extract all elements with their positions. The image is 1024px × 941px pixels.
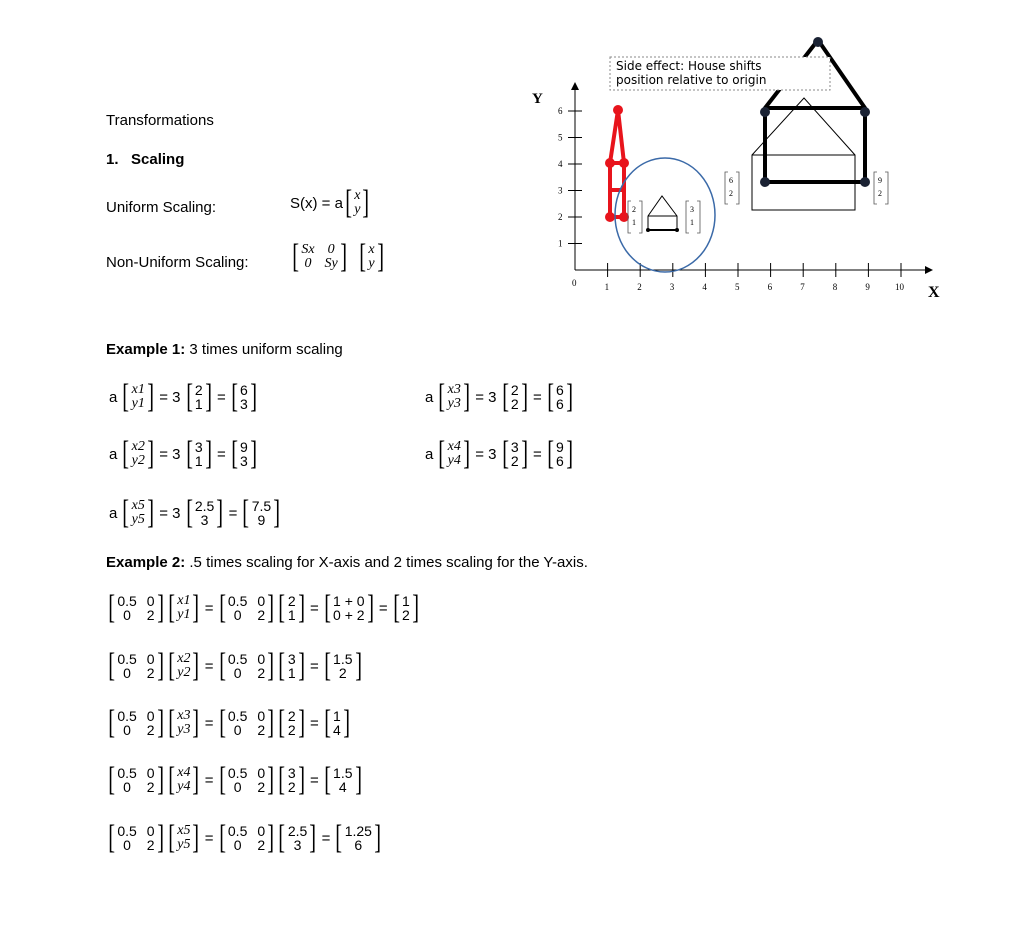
vector-top: x1 <box>177 593 191 608</box>
vector-bottom: y5 <box>177 837 191 852</box>
matrix-0b: 0 <box>304 256 312 271</box>
vector-bottom: y4 <box>447 453 461 468</box>
equals-sign: = <box>204 829 214 847</box>
vector-top: 2 <box>510 382 519 398</box>
x-tick-label: 6 <box>767 282 773 292</box>
vector-bottom: y1 <box>131 396 145 411</box>
vector-bottom: 3 <box>200 512 209 528</box>
original-point <box>675 228 679 232</box>
x-tick-label: 5 <box>735 282 740 292</box>
x-tick-label: 1 <box>604 282 610 292</box>
matrix-cell: 0.5 <box>117 765 137 781</box>
x-tick-label: 8 <box>832 282 838 292</box>
matrix-cell: 0.5 <box>117 708 137 724</box>
vector-top: 2 <box>287 593 296 609</box>
example2-eq-2 <box>106 649 364 683</box>
vector-bottom: y1 <box>177 607 191 622</box>
vector-bottom: 4 <box>338 779 347 795</box>
matrix-cell: 0 <box>123 837 131 853</box>
matrix-cell: 0.5 <box>117 651 137 667</box>
vector-bottom: 4 <box>333 722 341 738</box>
matrix-cell: 2 <box>146 607 155 623</box>
y-tick-label: 6 <box>558 106 563 116</box>
scaling-matrix: [ 0.5 0 0 2 ] <box>108 647 164 684</box>
result-vector: [ 1 2 ] <box>392 589 419 626</box>
x-tick-label: 4 <box>702 282 707 292</box>
x-tick-label: 3 <box>669 282 675 292</box>
vector-top: 7.5 <box>251 498 272 514</box>
x-tick-label: 10 <box>895 282 904 292</box>
point-vector: [ x2 y2 ] <box>168 647 200 684</box>
vector-top: 3 <box>194 439 203 455</box>
scalar-a: a <box>109 504 118 522</box>
original-point-vector: [ 2 2 ] <box>501 378 528 415</box>
original-point-vector: [ 2 2 ] <box>278 704 305 741</box>
original-point-vector: [ 2.5 3 ] <box>185 494 224 531</box>
vector-top: 2 <box>287 708 296 724</box>
vector-top: x5 <box>177 823 191 838</box>
original-point-vector: [ 3 2 ] <box>278 761 305 798</box>
vector-top: 3 <box>287 765 296 781</box>
section-number: 1. <box>106 151 119 168</box>
matrix-cell: 0 <box>233 607 242 623</box>
vector-top: x1 <box>131 382 145 397</box>
uniform-lhs: S(x) = a <box>290 194 343 212</box>
example1-eq-1 <box>106 380 259 414</box>
vector-top: x4 <box>177 765 191 780</box>
red-point <box>619 158 629 168</box>
vector-bottom: 1 <box>287 665 296 681</box>
example1-eq-3 <box>422 380 575 414</box>
equals-sign: = <box>204 714 214 732</box>
example1-eq-2 <box>106 437 259 471</box>
example2-heading <box>106 554 588 571</box>
figure-vector-label <box>686 201 700 233</box>
vector-bottom: 1 <box>194 396 203 412</box>
vec-y: y <box>354 202 361 217</box>
result-vector: [ 1 4 ] <box>323 704 350 741</box>
figure-vector-value: 9 <box>878 176 882 185</box>
nonuniform-vector: [ x y ] <box>359 238 384 275</box>
equals-three: = 3 <box>159 504 181 522</box>
point-vector: [ x4 y4 ] <box>168 761 200 798</box>
matrix-0a: 0 <box>327 242 335 257</box>
vector-top: 1.5 <box>333 765 353 781</box>
equals-sign: = <box>378 599 388 617</box>
vector-bottom: y3 <box>177 722 191 737</box>
equals-sign: = <box>532 388 542 406</box>
vector-bottom: 2 <box>510 396 519 412</box>
vector-top: 2.5 <box>194 498 215 514</box>
vector-bottom: 2 <box>510 453 519 469</box>
matrix-cell: 0 <box>123 779 131 795</box>
point-vector: [ x5 y5 ] <box>168 819 200 856</box>
figure-vector-value: 1 <box>690 218 694 227</box>
matrix-cell: 0.5 <box>227 765 248 781</box>
figure-vector-value: 3 <box>690 205 694 214</box>
vector-bottom: 2 <box>287 722 296 738</box>
y-tick-label: 1 <box>558 238 563 249</box>
vector-top: 6 <box>240 382 248 398</box>
x-tick-label: 9 <box>865 282 870 292</box>
matrix-cell: 0 <box>146 823 155 839</box>
figure-vector-value: 2 <box>878 189 882 198</box>
equals-sign: = <box>309 714 319 732</box>
result-vector: [ 6 6 ] <box>546 378 573 415</box>
page-title: Transformations <box>106 112 214 129</box>
matrix-cell: 2 <box>257 665 266 681</box>
equals-sign: = <box>321 829 331 847</box>
vector-bottom: y4 <box>177 779 191 794</box>
uniform-vector: [ x y ] <box>345 184 370 221</box>
equals-sign: = <box>309 657 319 675</box>
callout-line-1: Side effect: House shifts <box>616 59 762 73</box>
section-heading <box>106 151 184 168</box>
matrix-cell: 0 <box>233 722 242 738</box>
section-title: Scaling <box>131 151 185 168</box>
example1-heading <box>106 341 343 358</box>
vector-bottom: 2 <box>401 607 410 623</box>
matrix-cell: 0 <box>123 607 131 623</box>
original-point-vector: [ 2 1 ] <box>278 589 305 626</box>
vector-bottom: 1 <box>194 453 203 469</box>
figure-vector-label <box>628 201 642 233</box>
figure-vector-value: 2 <box>729 189 733 198</box>
vec-x: x <box>368 242 375 257</box>
vector-top: 1.5 <box>333 651 353 667</box>
point-vector: [ x3 y3 ] <box>168 704 200 741</box>
nonuniform-scaling-label: Non-Uniform Scaling: <box>106 254 249 271</box>
matrix-cell: 0.5 <box>227 651 248 667</box>
vector-bottom: 0 + 2 <box>333 607 365 623</box>
matrix-cell: 0.5 <box>117 593 137 609</box>
matrix-cell: 2 <box>146 722 155 738</box>
callout-line-2: position relative to origin <box>616 73 767 87</box>
vector-bottom: 3 <box>240 396 248 412</box>
result-vector: [ 1.5 2 ] <box>323 647 362 684</box>
x-axis-arrow <box>925 266 933 274</box>
scaling-figure <box>520 30 960 305</box>
original-point-vector: [ 3 1 ] <box>185 435 212 472</box>
example2-eq-4 <box>106 763 364 797</box>
vector-bottom: 3 <box>240 453 248 469</box>
matrix-cell: 0.5 <box>227 708 248 724</box>
x-tick-label: 7 <box>800 282 805 292</box>
vector-top: x5 <box>131 498 145 513</box>
equals-sign: = <box>532 445 542 463</box>
vector-bottom: 9 <box>257 512 266 528</box>
vector-bottom: 6 <box>354 837 363 853</box>
scaling-matrix: [ 0.5 0 0 2 ] <box>108 761 164 798</box>
vector-top: 2.5 <box>287 823 308 839</box>
matrix-cell: 0 <box>257 651 266 667</box>
bold-point <box>860 177 870 187</box>
vector-top: 1.25 <box>344 823 372 839</box>
result-vector: [ 9 6 ] <box>546 435 573 472</box>
matrix-cell: 0.5 <box>117 823 137 839</box>
vector-top: x4 <box>447 439 461 454</box>
vector-bottom: y2 <box>131 453 145 468</box>
vector-top: 1 <box>333 708 341 724</box>
vector-bottom: 2 <box>287 779 296 795</box>
matrix-cell: 2 <box>257 607 266 623</box>
y-axis-label: Y <box>532 91 543 107</box>
point-vector: [ x1 y1 ] <box>168 589 200 626</box>
equals-three: = 3 <box>159 445 181 463</box>
equals-three: = 3 <box>159 388 181 406</box>
matrix-cell: 0 <box>257 765 266 781</box>
point-vector: [ x4 y4 ] <box>438 435 470 472</box>
figure-vector-label <box>874 172 888 204</box>
matrix-cell: 0 <box>257 708 266 724</box>
point-vector: [ x2 y2 ] <box>122 435 154 472</box>
vector-top: 2 <box>194 382 203 398</box>
scaling-matrix: [ 0.5 0 0 2 ] <box>218 819 275 856</box>
nonuniform-scaling-formula <box>290 240 386 274</box>
original-point-vector: [ 2 1 ] <box>185 378 212 415</box>
scalar-a: a <box>425 388 434 406</box>
original-point <box>646 228 650 232</box>
figure-vector-value: 1 <box>632 218 636 227</box>
bold-point <box>860 107 870 117</box>
equals-sign: = <box>216 445 226 463</box>
intermediate-vector: [ 1 + 0 0 + 2 ] <box>323 589 374 626</box>
equals-sign: = <box>216 388 226 406</box>
vector-top: 1 <box>401 593 410 609</box>
example2-description: .5 times scaling for X-axis and 2 times scaling for the Y-axis. <box>185 554 588 571</box>
matrix-cell: 0 <box>123 722 131 738</box>
equals-sign: = <box>228 504 238 522</box>
vector-top: 1 + 0 <box>333 593 365 609</box>
y-axis-arrow <box>571 82 579 90</box>
result-vector: [ 1.5 4 ] <box>323 761 362 798</box>
point-vector: [ x3 y3 ] <box>438 378 470 415</box>
vector-top: 3 <box>287 651 296 667</box>
figure-vector-value: 2 <box>632 205 636 214</box>
scaling-matrix: [ 0.5 0 0 2 ] <box>218 704 275 741</box>
bold-point <box>760 177 770 187</box>
bold-point <box>813 37 823 47</box>
point-vector: [ x1 y1 ] <box>122 378 154 415</box>
y-tick-label: 4 <box>558 159 563 169</box>
scalar-a: a <box>109 445 118 463</box>
vector-bottom: y3 <box>447 396 461 411</box>
example2-eq-5 <box>106 821 383 855</box>
equals-sign: = <box>204 771 214 789</box>
scalar-a: a <box>109 388 118 406</box>
matrix-cell: 0 <box>146 593 155 609</box>
example1-label: Example 1: <box>106 341 186 358</box>
equals-sign: = <box>309 599 319 617</box>
matrix-cell: 0 <box>146 651 155 667</box>
matrix-cell: 2 <box>257 779 266 795</box>
vector-bottom: 3 <box>293 837 302 853</box>
y-tick-label: 3 <box>558 185 563 196</box>
original-point-vector: [ 2.5 3 ] <box>278 819 317 856</box>
vector-top: 6 <box>556 382 564 398</box>
example2-label: Example 2: <box>106 554 186 571</box>
original-point-vector: [ 3 2 ] <box>501 435 528 472</box>
scaling-matrix: [ 0.5 0 0 2 ] <box>218 761 275 798</box>
scaling-matrix: [ 0.5 0 0 2 ] <box>108 704 164 741</box>
example2-eq-3 <box>106 706 352 740</box>
red-point <box>605 158 615 168</box>
vector-bottom: y5 <box>131 512 145 527</box>
figure-vector-value: 6 <box>729 176 733 185</box>
scaling-matrix: [ 0.5 0 0 2 ] <box>218 647 275 684</box>
vec-y: y <box>368 256 375 271</box>
figure-vector-label <box>725 172 739 204</box>
y-tick-label: 5 <box>558 132 563 143</box>
matrix-cell: 2 <box>257 837 266 853</box>
x-tick-label: 2 <box>637 282 642 292</box>
vector-top: x2 <box>177 651 191 666</box>
origin-label: 0 <box>572 278 577 288</box>
scaling-matrix: [ 0.5 0 0 2 ] <box>108 819 164 856</box>
red-point <box>619 212 629 222</box>
matrix-cell: 2 <box>146 837 155 853</box>
matrix-cell: 0 <box>146 708 155 724</box>
matrix-cell: 0.5 <box>227 593 248 609</box>
result-vector: [ 7.5 9 ] <box>242 494 281 531</box>
result-vector: [ 9 3 ] <box>230 435 257 472</box>
bold-point <box>760 107 770 117</box>
vector-top: x3 <box>447 382 461 397</box>
matrix-cell: 0 <box>233 665 242 681</box>
vector-top: 3 <box>510 439 519 455</box>
scalar-a: a <box>425 445 434 463</box>
example2-eq-1 <box>106 591 421 625</box>
red-point <box>613 105 623 115</box>
matrix-cell: 0 <box>123 665 131 681</box>
scaling-matrix: [ 0.5 0 0 2 ] <box>218 589 275 626</box>
y-tick-label: 2 <box>558 212 563 222</box>
matrix-sx: Sx <box>301 242 315 257</box>
vector-top: x2 <box>131 439 145 454</box>
matrix-cell: 0 <box>257 823 266 839</box>
original-point-vector: [ 3 1 ] <box>278 647 305 684</box>
example1-description: 3 times uniform scaling <box>185 341 343 358</box>
vector-bottom: 6 <box>556 453 564 469</box>
matrix-cell: 2 <box>146 665 155 681</box>
result-vector: [ 6 3 ] <box>230 378 257 415</box>
uniform-scaling-formula <box>290 186 372 220</box>
matrix-sy: Sy <box>324 256 338 271</box>
equals-sign: = <box>204 657 214 675</box>
vector-top: 9 <box>556 439 564 455</box>
equals-sign: = <box>309 771 319 789</box>
matrix-cell: 0 <box>233 837 242 853</box>
vector-bottom: y2 <box>177 665 191 680</box>
vector-top: x3 <box>177 708 191 723</box>
matrix-cell: 0 <box>257 593 266 609</box>
original-house <box>648 196 677 230</box>
vector-bottom: 6 <box>556 396 564 412</box>
scaling-matrix: [ Sx 0 0 Sy ] <box>292 238 347 275</box>
matrix-cell: 0.5 <box>227 823 248 839</box>
result-vector: [ 1.25 6 ] <box>335 819 382 856</box>
vector-top: 9 <box>240 439 248 455</box>
matrix-cell: 2 <box>146 779 155 795</box>
uniform-scaling-label: Uniform Scaling: <box>106 199 217 216</box>
equals-sign: = <box>204 599 214 617</box>
equals-three: = 3 <box>475 388 497 406</box>
equals-three: = 3 <box>475 445 497 463</box>
example1-eq-4 <box>422 437 575 471</box>
vector-bottom: 2 <box>338 665 347 681</box>
matrix-cell: 0 <box>146 765 155 781</box>
point-vector: [ x5 y5 ] <box>122 494 154 531</box>
vector-bottom: 1 <box>287 607 296 623</box>
example1-eq-5 <box>106 496 283 530</box>
matrix-cell: 0 <box>233 779 242 795</box>
x-axis-label: X <box>928 284 940 301</box>
vec-x: x <box>354 188 361 203</box>
red-point <box>605 212 615 222</box>
matrix-cell: 2 <box>257 722 266 738</box>
scaling-matrix: [ 0.5 0 0 2 ] <box>108 589 164 626</box>
